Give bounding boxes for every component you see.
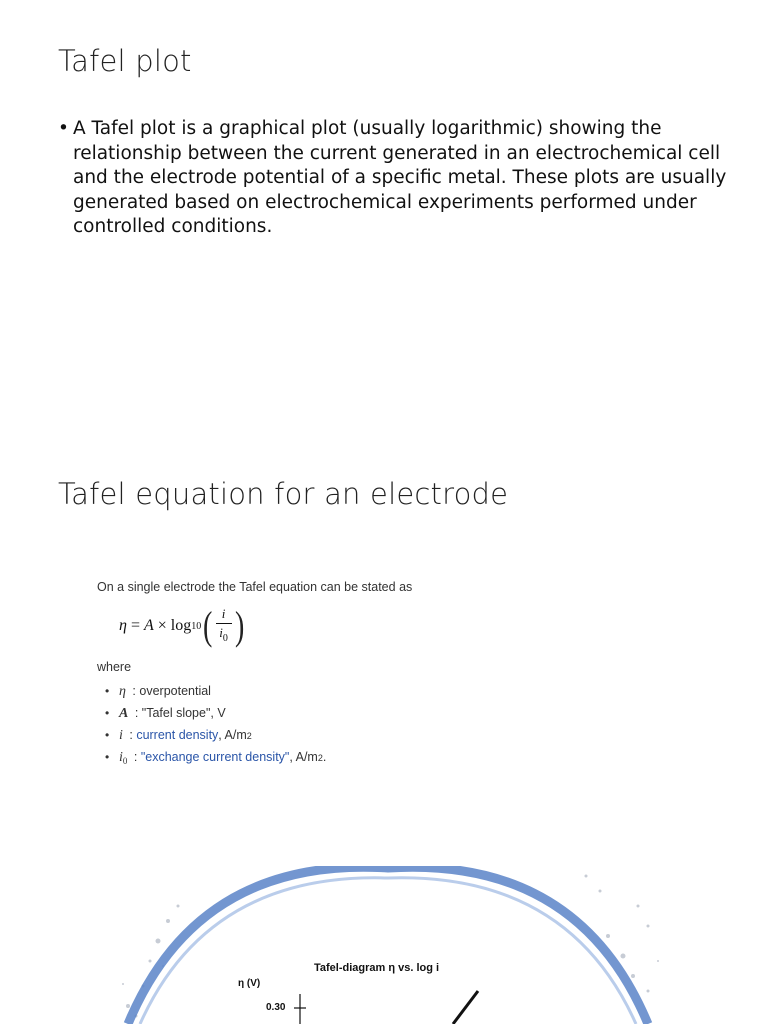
scan-speckle (122, 875, 659, 1018)
def-symbol: η (119, 684, 126, 699)
exchange-current-density-link[interactable]: "exchange current density" (140, 750, 290, 764)
slide-title-tafel-equation: Tafel equation for an electrode (58, 477, 509, 511)
formula-denominator: $i_0$ (219, 624, 228, 644)
formula-right-paren: ) (234, 603, 244, 648)
def-unit-sup: 2 (317, 753, 323, 763)
equation-panel (97, 580, 457, 772)
formula-fraction (216, 607, 232, 646)
slide-title-tafel-plot: Tafel plot (58, 44, 192, 78)
formula-left-paren: ( (203, 603, 213, 648)
def-text: : "Tafel slope", V (131, 706, 226, 720)
list-item: • $i_0$ : "exchange current density" , A/m 2 . (105, 750, 327, 766)
def-unit: , A/m (218, 728, 247, 742)
tafel-line (453, 991, 478, 1024)
list-item: • A : "Tafel slope", V (105, 706, 226, 721)
def-symbol: i (119, 728, 123, 743)
equation-intro: On a single electrode the Tafel equation can be stated as (97, 580, 413, 594)
def-unit: , A/m (289, 750, 318, 764)
bullet-item (58, 117, 738, 240)
blue-ring-inner (140, 878, 636, 1024)
formula-equals: = (126, 617, 144, 634)
definition-list (97, 684, 457, 767)
formula-times: × (153, 617, 171, 634)
tafel-diagram-image (88, 866, 683, 1024)
formula-numerator: i (221, 605, 226, 621)
diagram-y-label: η (V) (238, 978, 261, 989)
blue-ring (128, 867, 648, 1024)
diagram-tick-label: 0.30 (266, 1002, 286, 1013)
formula-log-base: 10 (191, 620, 202, 632)
tafel-diagram-svg (88, 866, 683, 1024)
def-unit-sup: 2 (246, 731, 252, 741)
diagram-title: Tafel-diagram η vs. log i (314, 962, 440, 974)
current-density-link[interactable]: current density (136, 728, 219, 742)
def-symbol: $i_0$ (119, 750, 128, 766)
formula-coef: A (143, 617, 154, 634)
bullet-text: A Tafel plot is a graphical plot (usually logarithmic) showing the relationship between the current generated in an electrochemical cell and the electrode potential of a specific metal. These plots are usually generated based on electrochemical experiments performed under controlled conditions. (73, 118, 727, 237)
formula-eta: η (119, 617, 127, 634)
def-symbol: A (119, 706, 129, 721)
tafel-formula (119, 604, 457, 648)
list-item: • η : overpotential (105, 684, 211, 699)
bullet-dot: • (58, 118, 69, 139)
def-text: : overpotential (128, 684, 211, 698)
formula-log: log (170, 617, 192, 634)
equation-where: where (97, 660, 132, 674)
fraction-bar (216, 623, 232, 624)
list-item: • i : current density , A/m 2 (105, 728, 252, 743)
